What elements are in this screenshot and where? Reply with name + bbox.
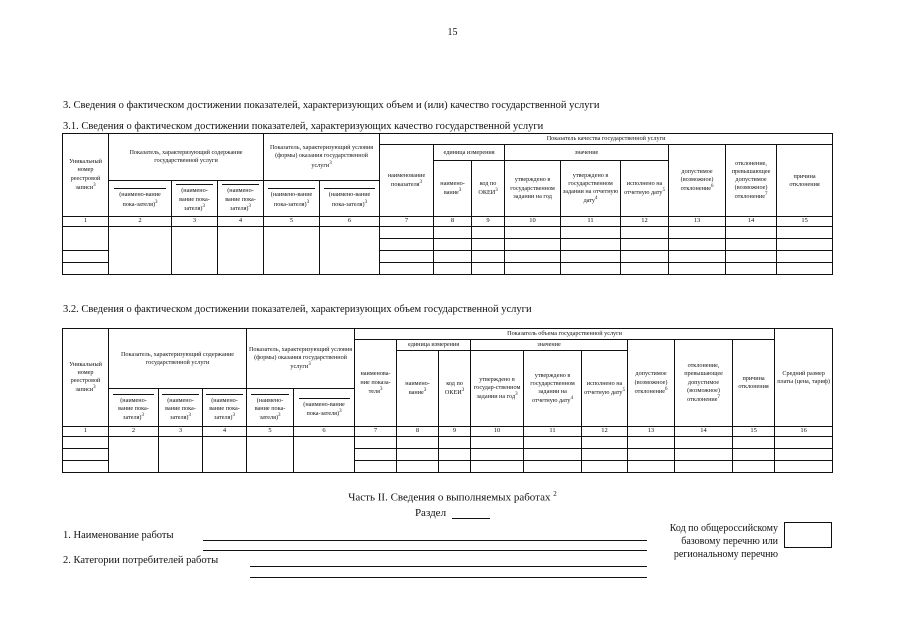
col-done: исполнено на отчетную дату$^5$	[621, 161, 669, 217]
table-row	[63, 436, 833, 448]
sub-indicator-5: (наимено-вание пока-зателя)$^3$	[247, 389, 294, 427]
work-consumers-label: 2. Категории потребителей работы	[63, 555, 219, 566]
column-number: 6	[320, 217, 380, 226]
col-approved-year: утверждено в государ-ственном задании на год$^3$	[471, 351, 524, 427]
unit-group: единица измерения	[434, 145, 505, 161]
sub-indicator-4: (наимено-вание пока-зателя)$^3$	[218, 181, 264, 217]
col-unique-number: Уникальный номер реестровой записи$^3$	[63, 134, 109, 217]
column-number: 10	[505, 217, 561, 226]
sub-indicator-6: (наимено-вание пока-зателя)$^3$	[320, 181, 380, 217]
section-3-1-title: 3.1. Сведения о фактическом достижении показателей, характеризующих качество государственной услуги	[63, 121, 544, 132]
col-approved-date: утверждено в государственном задании на отчетную дату$^4$	[524, 351, 582, 427]
page-number: 15	[447, 27, 458, 38]
column-number: 12	[582, 427, 628, 436]
quality-indicator-group: Показатель качества государственной услуги	[380, 134, 833, 145]
column-number: 5	[247, 427, 294, 436]
column-number: 13	[669, 217, 726, 226]
table-row	[63, 226, 833, 238]
content-indicator-group: Показатель, характеризующий содержание государственной услуги	[109, 329, 247, 389]
col-deviation-reason: причина отклонения	[777, 145, 833, 217]
sub-indicator-2: (наимено-вание пока-зателя)$^3$	[109, 181, 172, 217]
column-number: 2	[109, 427, 159, 436]
column-number: 11	[561, 217, 621, 226]
column-number: 6	[294, 427, 355, 436]
column-number: 7	[380, 217, 434, 226]
sub-indicator-6: (наимено-вание пока-зателя)$^3$	[294, 389, 355, 427]
condition-indicator-group: Показатель, характеризующий условия (формы) оказания государственной услуги$^3$	[247, 329, 355, 389]
work-consumers-line-2[interactable]	[250, 577, 647, 578]
col-allowed-deviation: допустимое (возможное) отклонение$^6$	[669, 145, 726, 217]
column-number: 13	[628, 427, 675, 436]
column-number: 9	[472, 217, 505, 226]
col-indicator-name: наименова-ние показа-теля$^3$	[355, 340, 397, 427]
work-name-label: 1. Наименование работы	[63, 530, 174, 541]
code-box[interactable]	[784, 522, 832, 548]
col-indicator-name: наименование показателя$^3$	[380, 145, 434, 217]
column-number: 12	[621, 217, 669, 226]
column-number: 3	[159, 427, 203, 436]
column-number: 4	[203, 427, 247, 436]
value-group: значение	[505, 145, 669, 161]
work-name-line-1[interactable]	[203, 540, 647, 541]
column-number: 8	[434, 217, 472, 226]
column-number: 15	[733, 427, 775, 436]
unit-group: единица измерения	[397, 340, 471, 351]
column-number: 15	[777, 217, 833, 226]
quality-table	[62, 133, 833, 275]
column-number: 8	[397, 427, 439, 436]
section-3-2-title: 3.2. Сведения о фактическом достижении показателей, характеризующих объем государственной услуги	[63, 304, 532, 315]
volume-table	[62, 328, 833, 473]
column-number: 16	[775, 427, 833, 436]
section-3-title: 3. Сведения о фактическом достижении показателей, характеризующих объем и (или) качество государственной услуги	[63, 100, 600, 111]
section-number-blank[interactable]	[452, 507, 490, 519]
col-exceed-deviation: отклонение, превышающее допустимое (возможное) отклонение$^7$	[726, 145, 777, 217]
column-number: 10	[471, 427, 524, 436]
part-2-title: Часть II. Сведения о выполняемых работах $^2$	[348, 490, 557, 504]
condition-indicator-group: Показатель, характеризующий условия (формы) оказания государственной услуги$^3$	[264, 134, 380, 181]
col-okei: код по ОКЕИ$^3$	[472, 161, 505, 217]
sub-indicator-2: (наимено-вание пока-зателя)$^3$	[109, 389, 159, 427]
content-indicator-group: Показатель, характеризующий содержание государственной услуги	[109, 134, 264, 181]
sub-indicator-5: (наимено-вание пока-зателя)$^3$	[264, 181, 320, 217]
col-unit-name: наимено-вание$^3$	[397, 351, 439, 427]
col-deviation-reason: причина отклонения	[733, 340, 775, 427]
col-exceed-deviation: отклонение, превышающее допустимое (возможное) отклонение$^7$	[675, 340, 733, 427]
column-number: 9	[439, 427, 471, 436]
col-allowed-deviation: допустимое (возможное) отклонение$^6$	[628, 340, 675, 427]
column-number: 4	[218, 217, 264, 226]
column-number: 2	[109, 217, 172, 226]
col-average-price: Средний размер платы (цена, тариф)	[775, 329, 833, 427]
column-number: 11	[524, 427, 582, 436]
column-number: 1	[63, 427, 109, 436]
column-number: 1	[63, 217, 109, 226]
column-number: 7	[355, 427, 397, 436]
volume-indicator-group: Показатель объема государственной услуги	[355, 329, 775, 340]
sub-indicator-3: (наимено-вание пока-зателя)$^3$	[172, 181, 218, 217]
work-consumers-line-1[interactable]	[250, 566, 647, 567]
col-okei: код по ОКЕИ$^3$	[439, 351, 471, 427]
col-unit-name: наимено-вание$^3$	[434, 161, 472, 217]
col-done: исполнено на отчетную дату$^5$	[582, 351, 628, 427]
col-approved-year: утверждено в государственном задании на год	[505, 161, 561, 217]
section-label: Раздел	[0, 507, 905, 519]
column-number: 3	[172, 217, 218, 226]
code-label: Код по общероссийскому базовому перечню или региональному перечню	[669, 523, 778, 560]
col-approved-date: утверждено в государственном задании на отчетную дату$^4$	[561, 161, 621, 217]
sub-indicator-3: (наимено-вание пока-зателя)$^3$	[159, 389, 203, 427]
column-number: 14	[726, 217, 777, 226]
column-number: 14	[675, 427, 733, 436]
sub-indicator-4: (наимено-вание пока-зателя)$^3$	[203, 389, 247, 427]
column-number: 5	[264, 217, 320, 226]
work-name-line-2[interactable]	[203, 550, 647, 551]
value-group: значение	[471, 340, 628, 351]
col-unique-number: Уникальный номер реестровой записи$^3$	[63, 329, 109, 427]
